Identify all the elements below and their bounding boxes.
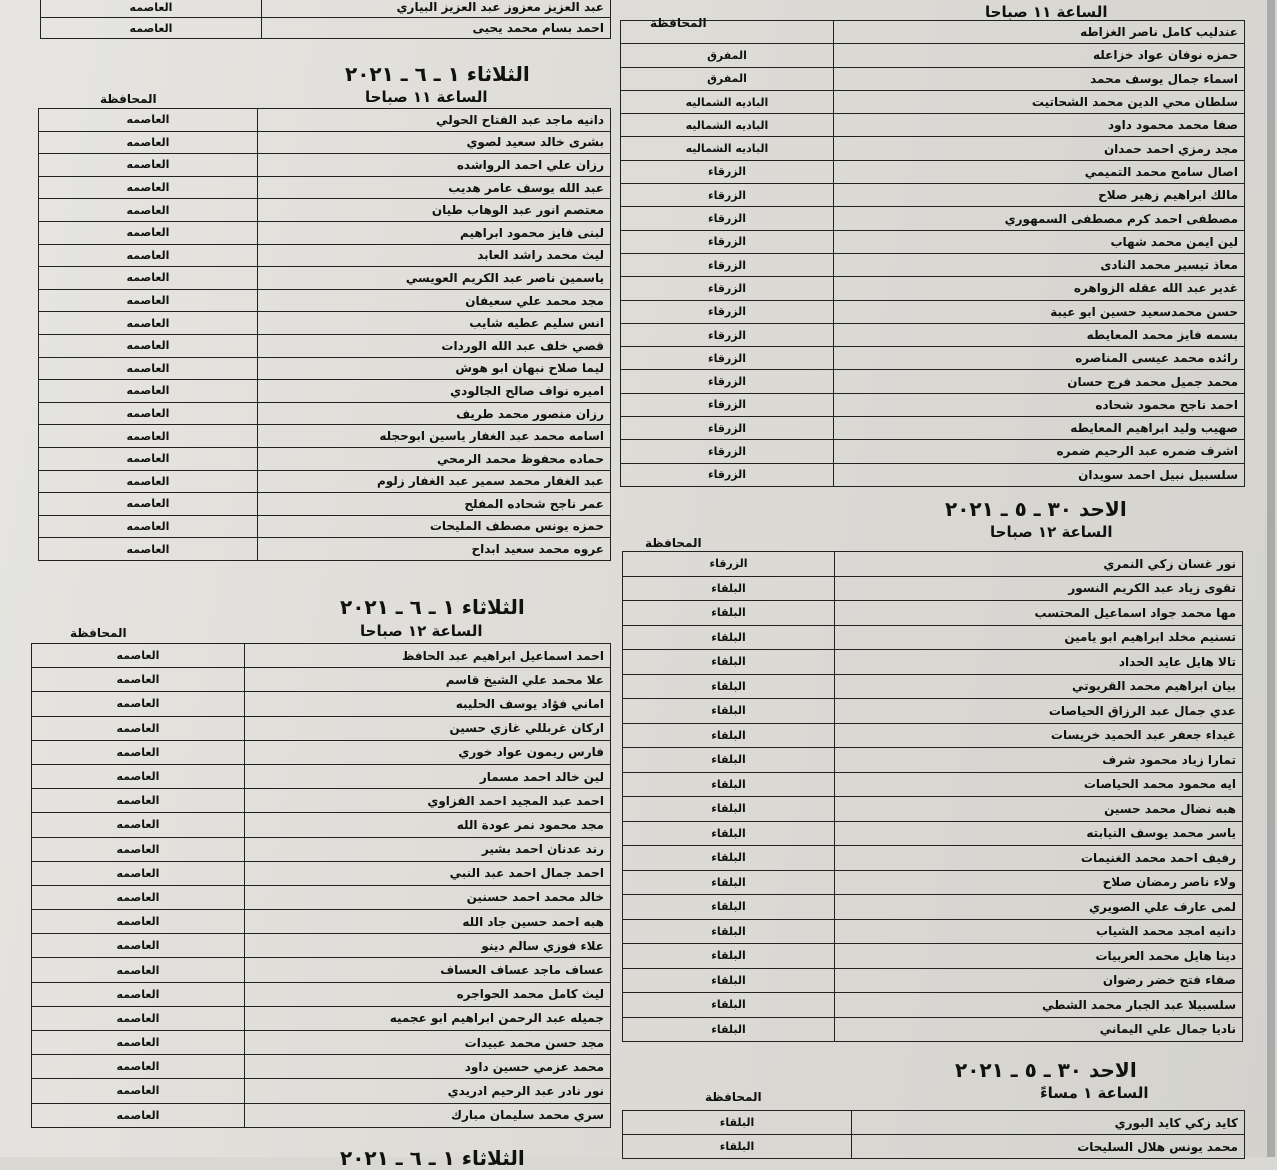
- name-cell: صهيب وليد ابراهيم المعايطه: [834, 417, 1245, 440]
- governorate-cell: الزرقاء: [621, 370, 834, 393]
- governorate-cell: البلقاء: [623, 748, 835, 773]
- governorate-cell: العاصمه: [39, 470, 258, 493]
- name-cell: هبه نضال محمد حسين: [835, 797, 1243, 822]
- name-cell: اشرف ضمره عبد الرحيم ضمره: [834, 440, 1245, 463]
- governorate-cell: العاصمه: [32, 1055, 245, 1079]
- name-cell: عمر ناجح شحاده المفلح: [258, 493, 611, 516]
- governorate-cell: الزرقاء: [621, 277, 834, 300]
- governorate-cell: البلقاء: [623, 699, 835, 724]
- table-row: [32, 764, 611, 788]
- governorate-cell: البلقاء: [623, 870, 835, 895]
- table-row: [623, 650, 1243, 675]
- name-cell: دينا هايل محمد العربيات: [835, 944, 1243, 969]
- governorate-cell: العاصمه: [32, 1031, 245, 1055]
- table-row: [32, 1031, 611, 1055]
- table-row: [39, 470, 611, 493]
- table-row: [32, 910, 611, 934]
- name-cell: محمد جميل محمد فرج حسان: [834, 370, 1245, 393]
- governorate-cell: البلقاء: [623, 772, 835, 797]
- table-row: [39, 380, 611, 403]
- name-cell: فارس ريمون عواد خوري: [245, 740, 611, 764]
- governorate-cell: العاصمه: [39, 447, 258, 470]
- table-row: [32, 716, 611, 740]
- governorate-cell: البلقاء: [623, 944, 835, 969]
- name-cell: مالك ابراهيم زهير صلاح: [834, 184, 1245, 207]
- governorate-cell: العاصمه: [32, 789, 245, 813]
- governorate-cell: العاصمه: [39, 357, 258, 380]
- name-cell: رفيف احمد محمد الغنيمات: [835, 846, 1243, 871]
- governorate-cell: البلقاء: [623, 601, 835, 626]
- name-cell: علا محمد علي الشيخ قاسم: [245, 668, 611, 692]
- table-row: [623, 748, 1243, 773]
- table-row: [39, 244, 611, 267]
- name-cell: رزان علي احمد الرواشده: [258, 154, 611, 177]
- table-row: [623, 601, 1243, 626]
- name-cell: عساف ماجد عساف العساف: [245, 958, 611, 982]
- table-row: [623, 919, 1243, 944]
- name-cell: اسامه محمد عبد الغفار ياسين ابوحجله: [258, 425, 611, 448]
- table-row: [621, 44, 1245, 67]
- table-row: [32, 1103, 611, 1127]
- right-block2-gov-header: المحافظة: [645, 536, 702, 550]
- table-row: [32, 789, 611, 813]
- governorate-cell: العاصمه: [39, 154, 258, 177]
- right-block2-date: الاحد ٣٠ ـ ٥ ـ ٢٠٢١: [945, 497, 1127, 521]
- governorate-cell: العاصمه: [32, 837, 245, 861]
- name-cell: ياسمين ناصر عبد الكريم العويسي: [258, 267, 611, 290]
- name-cell: ناديا جمال علي اليماني: [835, 1017, 1243, 1042]
- table-row: [621, 230, 1245, 253]
- governorate-cell: البلقاء: [623, 576, 835, 601]
- governorate-cell: العاصمه: [39, 244, 258, 267]
- table-row: [32, 644, 611, 668]
- name-cell: اصال سامح محمد التميمي: [834, 160, 1245, 183]
- table-row: [623, 552, 1243, 577]
- governorate-cell: الزرقاء: [621, 323, 834, 346]
- governorate-cell: العاصمه: [32, 813, 245, 837]
- table-row: [623, 699, 1243, 724]
- governorate-cell: البلقاء: [623, 1017, 835, 1042]
- table-row: [623, 723, 1243, 748]
- table-row: [39, 402, 611, 425]
- table-row: [32, 1079, 611, 1103]
- name-cell: رائده محمد عيسى المناصره: [834, 347, 1245, 370]
- table-row: [32, 861, 611, 885]
- table-row: [41, 0, 611, 18]
- left-block2-gov-header: المحافظة: [70, 626, 127, 640]
- table-row: [621, 67, 1245, 90]
- governorate-cell: الزرقاء: [621, 463, 834, 486]
- name-cell: احمد اسماعيل ابراهيم عبد الحافظ: [245, 644, 611, 668]
- table-row: [39, 109, 611, 132]
- table-row: [39, 221, 611, 244]
- name-cell: اميره نواف صالح الجالودي: [258, 380, 611, 403]
- governorate-cell: الزرقاء: [623, 552, 835, 577]
- governorate-cell: العاصمه: [32, 764, 245, 788]
- name-cell: اسماء جمال يوسف محمد: [834, 67, 1245, 90]
- table-row: [621, 300, 1245, 323]
- governorate-cell: البلقاء: [623, 625, 835, 650]
- name-cell: بسمه فايز محمد المعايطه: [834, 323, 1245, 346]
- name-cell: دانيه ماجد عبد الفتاح الحولي: [258, 109, 611, 132]
- governorate-cell: العاصمه: [39, 493, 258, 516]
- governorate-cell: المفرق: [621, 44, 834, 67]
- table-row: [623, 1135, 1245, 1159]
- name-cell: كايد زكي كايد البوري: [852, 1111, 1245, 1135]
- name-cell: ليث محمد راشد العابد: [258, 244, 611, 267]
- name-cell: انس سليم عطيه شايب: [258, 312, 611, 335]
- table-row: [623, 968, 1243, 993]
- page-edge: [1267, 0, 1275, 1157]
- table-row: [623, 870, 1243, 895]
- name-cell: حماده محفوظ محمد الرمحي: [258, 447, 611, 470]
- table-row: [32, 1006, 611, 1030]
- left-bottom-date: الثلاثاء ١ ـ ٦ ـ ٢٠٢١: [340, 1146, 525, 1170]
- name-cell: احمد عبد المجيد احمد الفزاوي: [245, 789, 611, 813]
- left-block2-time: الساعة ١٢ صباحا: [360, 622, 483, 640]
- table-row: [623, 625, 1243, 650]
- governorate-cell: العاصمه: [32, 958, 245, 982]
- name-cell: محمد عزمي حسين داود: [245, 1055, 611, 1079]
- governorate-cell: البلقاء: [623, 846, 835, 871]
- name-cell: عبد الله يوسف عامر هديب: [258, 176, 611, 199]
- table-row: [39, 199, 611, 222]
- governorate-cell: العاصمه: [39, 380, 258, 403]
- table-row: [621, 184, 1245, 207]
- name-cell: رند عدنان احمد بشير: [245, 837, 611, 861]
- governorate-cell: البلقاء: [623, 723, 835, 748]
- name-cell: غيداء جعفر عبد الحميد خريسات: [835, 723, 1243, 748]
- table-row: [621, 347, 1245, 370]
- name-cell: حسن محمدسعيد حسين ابو عيبة: [834, 300, 1245, 323]
- governorate-cell: البلقاء: [623, 968, 835, 993]
- governorate-cell: العاصمه: [32, 934, 245, 958]
- governorate-cell: الزرقاء: [621, 417, 834, 440]
- table-row: [621, 114, 1245, 137]
- governorate-cell: العاصمه: [41, 18, 262, 39]
- table-row: [32, 934, 611, 958]
- governorate-cell: العاصمه: [39, 312, 258, 335]
- governorate-cell: العاصمه: [32, 1079, 245, 1103]
- left-block1-table: [38, 108, 611, 561]
- governorate-cell: العاصمه: [39, 221, 258, 244]
- table-row: [623, 821, 1243, 846]
- governorate-cell: العاصمه: [32, 982, 245, 1006]
- governorate-cell: العاصمه: [39, 334, 258, 357]
- table-row: [621, 463, 1245, 486]
- table-row: [39, 357, 611, 380]
- name-cell: لبنى فايز محمود ابراهيم: [258, 221, 611, 244]
- left-top-table: [40, 0, 611, 39]
- governorate-cell: البلقاء: [623, 1111, 852, 1135]
- governorate-cell: الزرقاء: [621, 440, 834, 463]
- governorate-cell: الباديه الشماليه: [621, 90, 834, 113]
- table-row: [39, 154, 611, 177]
- table-row: [623, 674, 1243, 699]
- left-block1-time: الساعة ١١ صباحا: [365, 88, 488, 106]
- name-cell: دانيه امجد محمد الشياب: [835, 919, 1243, 944]
- table-row: [623, 846, 1243, 871]
- name-cell: محمد يونس هلال السليحات: [852, 1135, 1245, 1159]
- governorate-cell: العاصمه: [39, 402, 258, 425]
- governorate-cell: البلقاء: [623, 650, 835, 675]
- right-block3-date: الاحد ٣٠ ـ ٥ ـ ٢٠٢١: [955, 1058, 1137, 1082]
- name-cell: ولاء ناصر رمضان صلاح: [835, 870, 1243, 895]
- table-row: [39, 447, 611, 470]
- table-row: [621, 323, 1245, 346]
- governorate-cell: الزرقاء: [621, 253, 834, 276]
- table-row: [39, 515, 611, 538]
- table-row: [32, 692, 611, 716]
- name-cell: تسنيم مخلد ابراهيم ابو يامين: [835, 625, 1243, 650]
- table-row: [623, 1017, 1243, 1042]
- governorate-cell: العاصمه: [39, 538, 258, 561]
- governorate-cell: العاصمه: [32, 885, 245, 909]
- name-cell: احمد بسام محمد يحيى: [262, 18, 611, 39]
- table-row: [32, 1055, 611, 1079]
- table-row: [621, 137, 1245, 160]
- name-cell: صفاء فتح خضر رضوان: [835, 968, 1243, 993]
- governorate-cell: العاصمه: [39, 515, 258, 538]
- governorate-cell: العاصمه: [39, 289, 258, 312]
- name-cell: سلسبيل نبيل احمد سويدان: [834, 463, 1245, 486]
- name-cell: معاذ تيسير محمد النادى: [834, 253, 1245, 276]
- name-cell: غدير عبد الله عقله الزواهره: [834, 277, 1245, 300]
- name-cell: تالا هايل عايد الحداد: [835, 650, 1243, 675]
- table-row: [32, 668, 611, 692]
- governorate-cell: الزرقاء: [621, 160, 834, 183]
- name-cell: احمد ناجح محمود شحاده: [834, 393, 1245, 416]
- governorate-cell: [621, 21, 834, 44]
- right-block1-table: [620, 20, 1245, 487]
- governorate-cell: البلقاء: [623, 821, 835, 846]
- table-row: [32, 958, 611, 982]
- table-row: [39, 131, 611, 154]
- right-block1-gov-header: المحافظة: [650, 16, 707, 30]
- governorate-cell: العاصمه: [41, 0, 262, 18]
- governorate-cell: الباديه الشماليه: [621, 114, 834, 137]
- table-row: [623, 944, 1243, 969]
- name-cell: مجد حسن محمد عبيدات: [245, 1031, 611, 1055]
- table-row: [621, 21, 1245, 44]
- name-cell: عندليب كامل ناصر الغزاطه: [834, 21, 1245, 44]
- table-row: [32, 813, 611, 837]
- name-cell: نور نادر عبد الرحيم ادريدي: [245, 1079, 611, 1103]
- table-row: [621, 370, 1245, 393]
- governorate-cell: الزرقاء: [621, 347, 834, 370]
- name-cell: تقوى زياد عبد الكريم النسور: [835, 576, 1243, 601]
- table-row: [621, 160, 1245, 183]
- table-row: [623, 895, 1243, 920]
- governorate-cell: العاصمه: [39, 176, 258, 199]
- table-row: [623, 576, 1243, 601]
- right-block2-table: [622, 551, 1243, 1042]
- table-row: [32, 885, 611, 909]
- table-row: [621, 277, 1245, 300]
- name-cell: احمد جمال احمد عبد النبي: [245, 861, 611, 885]
- name-cell: خالد محمد احمد حسنين: [245, 885, 611, 909]
- table-row: [39, 176, 611, 199]
- table-row: [39, 538, 611, 561]
- governorate-cell: المفرق: [621, 67, 834, 90]
- table-row: [621, 253, 1245, 276]
- table-row: [621, 417, 1245, 440]
- governorate-cell: الزرقاء: [621, 300, 834, 323]
- governorate-cell: العاصمه: [32, 716, 245, 740]
- governorate-cell: البلقاء: [623, 797, 835, 822]
- name-cell: حمزه يونس مصطف المليحات: [258, 515, 611, 538]
- governorate-cell: العاصمه: [32, 1103, 245, 1127]
- name-cell: مجد محمود نمر عودة الله: [245, 813, 611, 837]
- right-block3-table: [622, 1110, 1245, 1159]
- name-cell: صفا محمد محمود داود: [834, 114, 1245, 137]
- left-block2-table: [31, 643, 611, 1128]
- governorate-cell: العاصمه: [32, 1006, 245, 1030]
- name-cell: سري محمد سليمان مبارك: [245, 1103, 611, 1127]
- table-row: [32, 740, 611, 764]
- name-cell: اركان غربللي غازي حسين: [245, 716, 611, 740]
- table-row: [39, 267, 611, 290]
- governorate-cell: العاصمه: [32, 861, 245, 885]
- table-row: [39, 312, 611, 335]
- table-row: [39, 334, 611, 357]
- governorate-cell: الزرقاء: [621, 393, 834, 416]
- right-block3-gov-header: المحافظة: [705, 1090, 762, 1104]
- name-cell: نور غسان زكي النمري: [835, 552, 1243, 577]
- name-cell: ايه محمود محمد الحياصات: [835, 772, 1243, 797]
- governorate-cell: العاصمه: [39, 425, 258, 448]
- name-cell: لمى عارف علي الصويري: [835, 895, 1243, 920]
- name-cell: تمارا زياد محمود شرف: [835, 748, 1243, 773]
- name-cell: رزان منصور محمد طريف: [258, 402, 611, 425]
- table-row: [621, 207, 1245, 230]
- governorate-cell: العاصمه: [39, 267, 258, 290]
- name-cell: مها محمد جواد اسماعيل المحتسب: [835, 601, 1243, 626]
- name-cell: عدي جمال عبد الرزاق الحياصات: [835, 699, 1243, 724]
- table-row: [32, 837, 611, 861]
- table-row: [621, 393, 1245, 416]
- name-cell: جميله عبد الرحمن ابراهيم ابو عجميه: [245, 1006, 611, 1030]
- table-row: [623, 993, 1243, 1018]
- governorate-cell: العاصمه: [32, 644, 245, 668]
- name-cell: عبد العزيز معزوز عبد العزيز البياري: [262, 0, 611, 18]
- name-cell: قصي خلف عبد الله الوردات: [258, 334, 611, 357]
- right-block3-time: الساعة ١ مساءً: [1040, 1084, 1149, 1102]
- governorate-cell: البلقاء: [623, 674, 835, 699]
- table-row: [621, 90, 1245, 113]
- name-cell: مجد رمزي احمد حمدان: [834, 137, 1245, 160]
- name-cell: حمزه نوفان عواد خزاعله: [834, 44, 1245, 67]
- governorate-cell: البلقاء: [623, 895, 835, 920]
- left-block2-date: الثلاثاء ١ ـ ٦ ـ ٢٠٢١: [340, 595, 525, 619]
- governorate-cell: العاصمه: [32, 910, 245, 934]
- name-cell: ياسر محمد يوسف النيابته: [835, 821, 1243, 846]
- name-cell: سلطان محي الدين محمد الشحاتيت: [834, 90, 1245, 113]
- governorate-cell: العاصمه: [32, 668, 245, 692]
- governorate-cell: الباديه الشماليه: [621, 137, 834, 160]
- name-cell: لين ايمن محمد شهاب: [834, 230, 1245, 253]
- right-block2-time: الساعة ١٢ صباحا: [990, 523, 1113, 541]
- governorate-cell: العاصمه: [39, 199, 258, 222]
- name-cell: معتصم انور عبد الوهاب طيان: [258, 199, 611, 222]
- table-row: [39, 493, 611, 516]
- left-block1-date: الثلاثاء ١ ـ ٦ ـ ٢٠٢١: [345, 62, 530, 86]
- governorate-cell: العاصمه: [32, 692, 245, 716]
- name-cell: بشرى خالد سعيد لصوي: [258, 131, 611, 154]
- name-cell: مجد محمد علي سعيفان: [258, 289, 611, 312]
- table-row: [32, 982, 611, 1006]
- name-cell: هبه احمد حسين جاد الله: [245, 910, 611, 934]
- right-block1-time: الساعة ١١ صباحا: [985, 3, 1108, 21]
- governorate-cell: الزرقاء: [621, 184, 834, 207]
- governorate-cell: العاصمه: [39, 109, 258, 132]
- table-row: [623, 797, 1243, 822]
- name-cell: سلسبيلا عبد الجبار محمد الشطي: [835, 993, 1243, 1018]
- governorate-cell: البلقاء: [623, 919, 835, 944]
- name-cell: بيان ابراهيم محمد القريوتي: [835, 674, 1243, 699]
- governorate-cell: الزرقاء: [621, 230, 834, 253]
- table-row: [621, 440, 1245, 463]
- table-row: [39, 425, 611, 448]
- name-cell: عبد الغفار محمد سمير عبد الغفار زلوم: [258, 470, 611, 493]
- name-cell: اماني فؤاد يوسف الحليبه: [245, 692, 611, 716]
- name-cell: ليث كامل محمد الحواجره: [245, 982, 611, 1006]
- name-cell: علاء فوزي سالم دينو: [245, 934, 611, 958]
- name-cell: ليما صلاح نبهان ابو هوش: [258, 357, 611, 380]
- left-block1-gov-header: المحافظة: [100, 92, 157, 106]
- governorate-cell: الزرقاء: [621, 207, 834, 230]
- name-cell: مصطفى احمد كرم مصطفى السمهوري: [834, 207, 1245, 230]
- table-row: [623, 772, 1243, 797]
- name-cell: عروه محمد سعيد ابداح: [258, 538, 611, 561]
- governorate-cell: البلقاء: [623, 1135, 852, 1159]
- table-row: [39, 289, 611, 312]
- governorate-cell: العاصمه: [32, 740, 245, 764]
- governorate-cell: البلقاء: [623, 993, 835, 1018]
- table-row: [41, 18, 611, 39]
- name-cell: لين خالد احمد مسمار: [245, 764, 611, 788]
- governorate-cell: العاصمه: [39, 131, 258, 154]
- table-row: [623, 1111, 1245, 1135]
